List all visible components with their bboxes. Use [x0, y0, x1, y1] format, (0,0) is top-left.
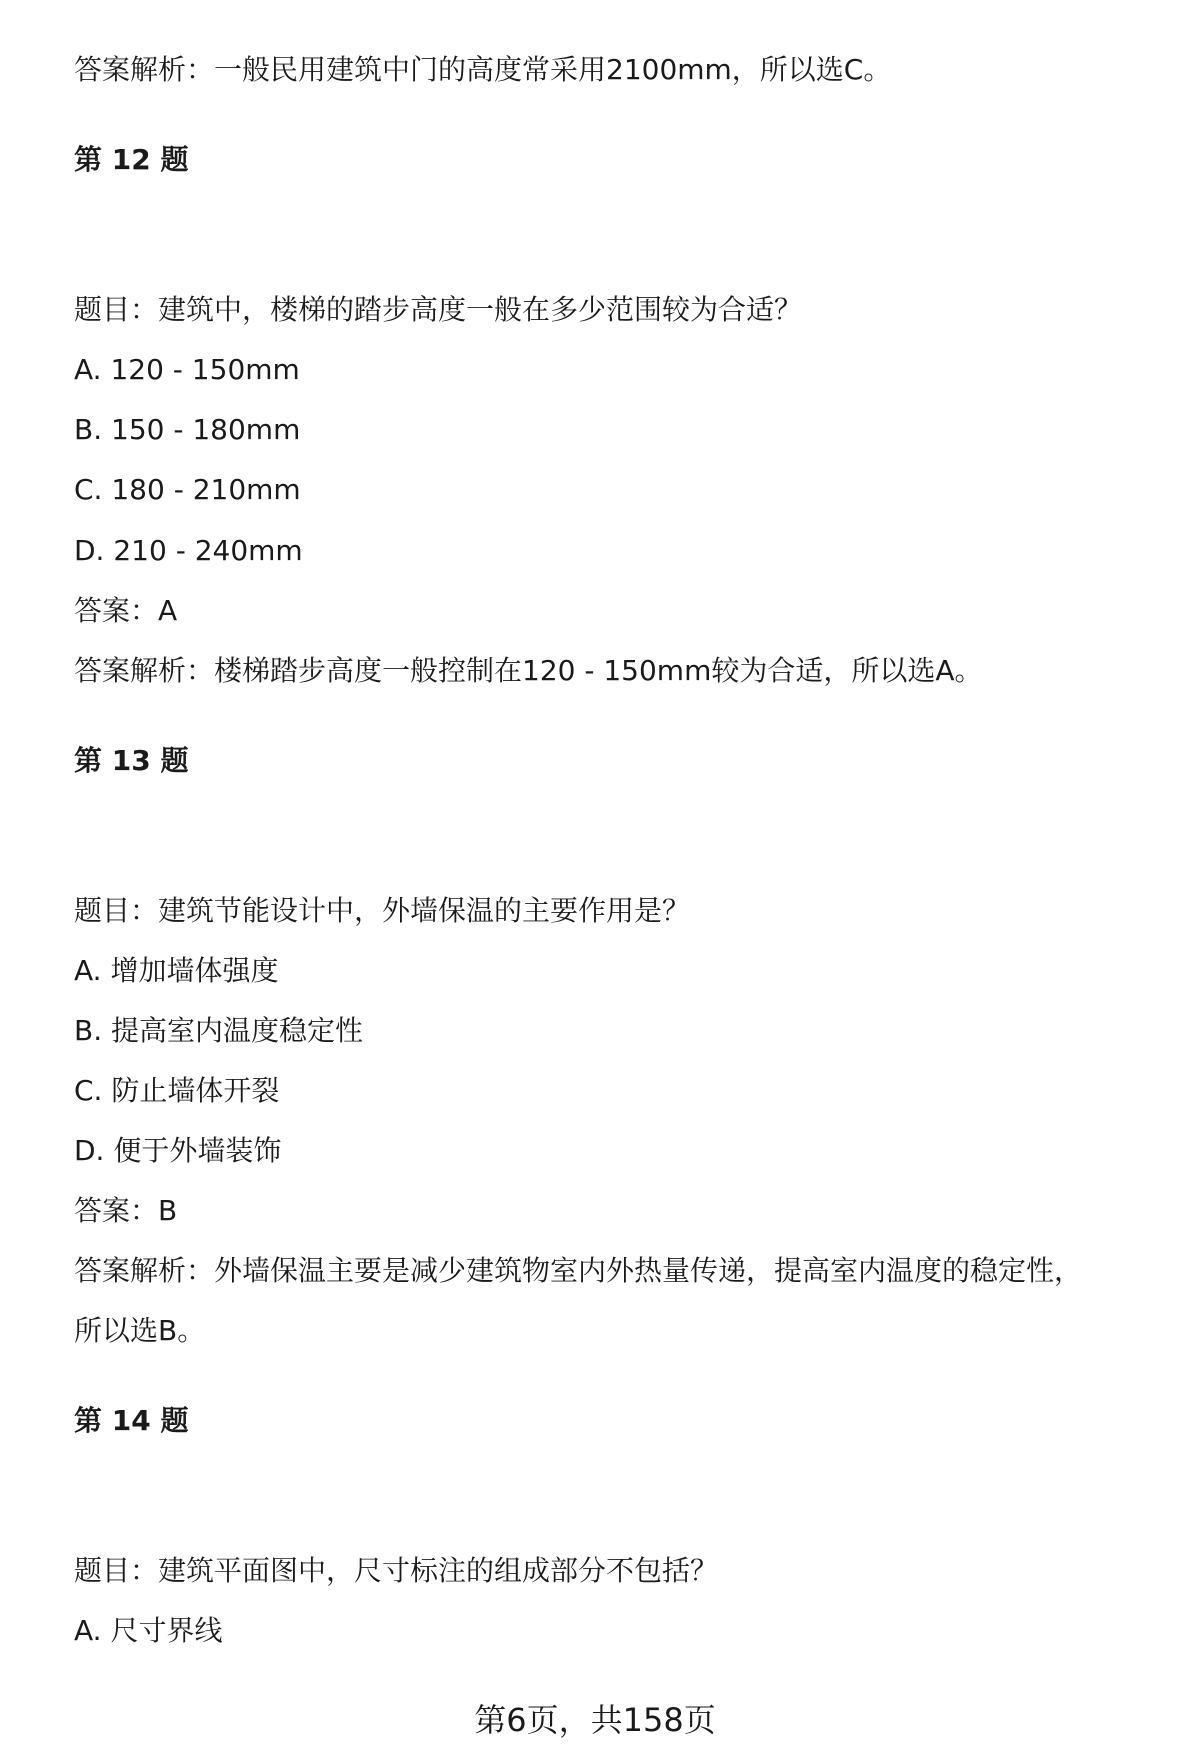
q12-analysis: 答案解析：楼梯踏步高度一般控制在120 - 150mm较为合适，所以选A。	[74, 654, 983, 687]
q12-option-b: B. 150 - 180mm	[74, 413, 301, 446]
q12-heading: 第 12 题	[74, 143, 189, 176]
q13-stem: 题目：建筑节能设计中，外墙保温的主要作用是？	[74, 894, 691, 927]
q13-answer: 答案：B	[74, 1194, 178, 1227]
q12-option-c: C. 180 - 210mm	[74, 473, 301, 506]
q13-option-d: D. 便于外墙装饰	[74, 1134, 282, 1167]
q13-heading: 第 13 题	[74, 744, 189, 777]
q14-stem: 题目：建筑平面图中，尺寸标注的组成部分不包括？	[74, 1554, 719, 1587]
q13-analysis-line2: 所以选B。	[74, 1314, 206, 1347]
q13-analysis-line1: 答案解析：外墙保温主要是减少建筑物室内外热量传递，提高室内温度的稳定性，	[74, 1254, 1083, 1287]
q11-analysis: 答案解析：一般民用建筑中门的高度常采用2100mm，所以选C。	[74, 53, 892, 86]
q12-option-a: A. 120 - 150mm	[74, 353, 300, 386]
page-number-footer: 第6页，共158页	[474, 1701, 716, 1739]
q12-stem: 题目：建筑中，楼梯的踏步高度一般在多少范围较为合适？	[74, 293, 803, 326]
q14-option-a: A. 尺寸界线	[74, 1614, 223, 1647]
q12-option-d: D. 210 - 240mm	[74, 534, 303, 567]
q13-option-b: B. 提高室内温度稳定性	[74, 1014, 364, 1047]
q14-heading: 第 14 题	[74, 1404, 189, 1437]
q13-option-c: C. 防止墙体开裂	[74, 1074, 280, 1107]
q13-option-a: A. 增加墙体强度	[74, 954, 279, 987]
q12-answer: 答案：A	[74, 594, 178, 627]
